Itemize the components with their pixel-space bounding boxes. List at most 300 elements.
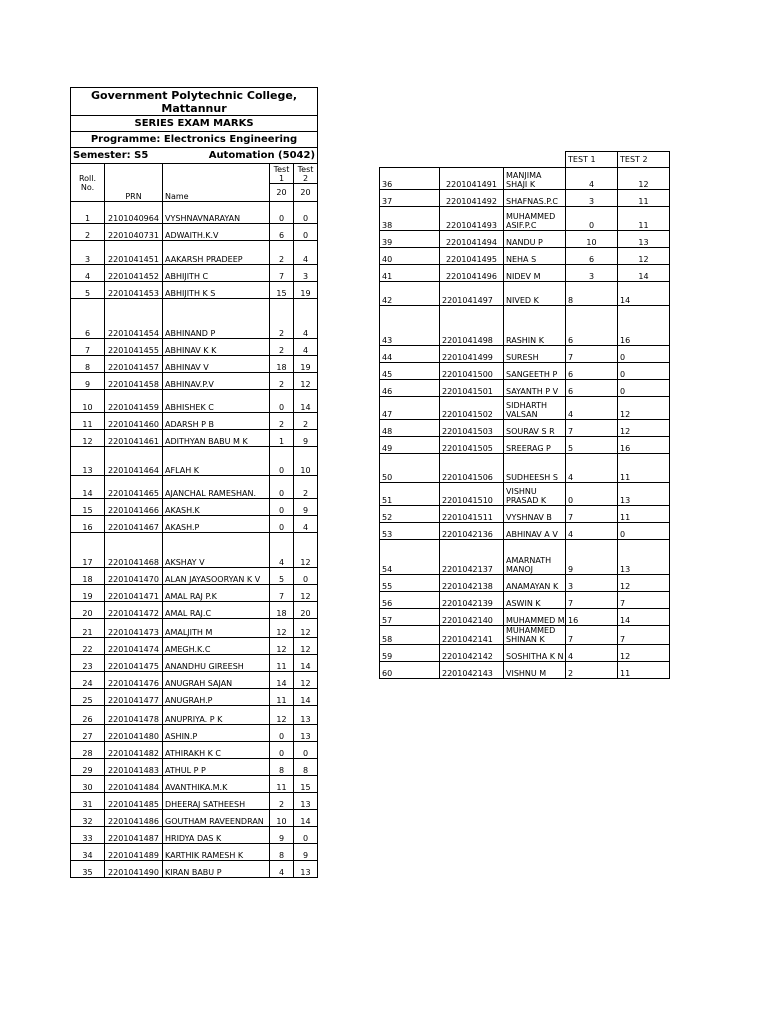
test1-cell: 0	[270, 725, 294, 742]
test2-cell: 9	[294, 844, 318, 861]
test2-cell: 9	[294, 499, 318, 516]
name-cell: ASWIN K	[504, 592, 566, 609]
prn-cell: 2201041483	[105, 759, 163, 776]
name-cell: ASHIN.P	[163, 725, 270, 742]
col-test1-a: Test	[273, 164, 290, 174]
col-test1-b: 1	[278, 173, 285, 183]
table-row	[380, 662, 670, 679]
prn-cell: 2201041474	[105, 638, 163, 655]
test2-cell: 2	[294, 476, 318, 499]
roll-cell: 59	[380, 645, 440, 662]
test1-cell: 8	[270, 759, 294, 776]
table-row	[71, 706, 318, 725]
roll-cell: 3	[71, 241, 105, 265]
table-row	[71, 356, 318, 373]
name-cell: RASHIN K	[504, 306, 566, 346]
roll-cell: 12	[71, 430, 105, 447]
prn-cell: 2201041464	[105, 447, 163, 476]
test2-cell: 13	[618, 231, 670, 248]
prn-cell: 2201041453	[105, 282, 163, 299]
table-row	[380, 454, 670, 483]
test2-cell: 16	[618, 306, 670, 346]
prn-cell: 2101040964	[105, 202, 163, 224]
test2-cell: 13	[294, 706, 318, 725]
name-cell: AMALJITH M	[163, 619, 270, 638]
max-marks-test2: 20	[294, 184, 318, 202]
name-cell: ATHUL P P	[163, 759, 270, 776]
table-row	[380, 168, 670, 190]
test1-cell: 0	[270, 516, 294, 533]
table-row	[71, 499, 318, 516]
prn-cell: 2201041459	[105, 390, 163, 413]
prn-cell: 2201041452	[105, 265, 163, 282]
table-row	[71, 265, 318, 282]
name-cell: ADWAITH.K.V	[163, 224, 270, 241]
col-prn-header: PRN	[105, 164, 163, 202]
test2-cell: 12	[294, 672, 318, 689]
roll-cell: 53	[380, 523, 440, 540]
test2-cell: 12	[618, 645, 670, 662]
semester-label: Semester: S5	[71, 148, 163, 164]
test1-cell: 12	[270, 638, 294, 655]
roll-cell: 27	[71, 725, 105, 742]
prn-cell: 2201041502	[440, 397, 504, 420]
table-row	[380, 282, 670, 306]
test2-cell: 13	[294, 725, 318, 742]
name-cell: ABHINAV K K	[163, 339, 270, 356]
table-row	[380, 207, 670, 231]
test2-cell: 12	[618, 397, 670, 420]
test2-cell: 14	[618, 282, 670, 306]
test1-cell: 2	[270, 793, 294, 810]
prn-cell: 2201041501	[440, 380, 504, 397]
name-cell: SREERAG P	[504, 437, 566, 454]
test2-cell: 0	[294, 202, 318, 224]
name-cell: NIVED K	[504, 282, 566, 306]
name-cell: GOUTHAM RAVEENDRAN	[163, 810, 270, 827]
college-name-line2: Mattannur	[161, 101, 227, 115]
roll-cell: 44	[380, 346, 440, 363]
roll-cell: 47	[380, 397, 440, 420]
table-row	[71, 585, 318, 602]
prn-cell: 2201042137	[440, 540, 504, 575]
prn-cell: 2201042136	[440, 523, 504, 540]
test1-cell: 7	[270, 265, 294, 282]
roll-cell: 13	[71, 447, 105, 476]
name-cell: VISHNU PRASAD K	[504, 483, 566, 506]
test1-cell: 2	[566, 662, 618, 679]
table-row	[71, 339, 318, 356]
test1-cell: 4	[270, 861, 294, 878]
test2-cell: 12	[294, 619, 318, 638]
roll-cell: 25	[71, 689, 105, 706]
name-cell: VYSHNAVNARAYAN	[163, 202, 270, 224]
roll-cell: 1	[71, 202, 105, 224]
table-row	[71, 299, 318, 339]
test2-cell: 11	[618, 207, 670, 231]
name-cell: ABHINAND P	[163, 299, 270, 339]
prn-cell: 2201041458	[105, 373, 163, 390]
table-row	[380, 346, 670, 363]
table-row	[71, 373, 318, 390]
college-name	[71, 88, 318, 116]
roll-cell: 6	[71, 299, 105, 339]
test2-cell: 2	[294, 413, 318, 430]
test1-cell: 5	[270, 568, 294, 585]
table-row	[71, 568, 318, 585]
prn-cell: 2201041494	[440, 231, 504, 248]
table-row	[71, 793, 318, 810]
roll-cell: 58	[380, 626, 440, 645]
roll-cell: 32	[71, 810, 105, 827]
test1-cell: 18	[270, 602, 294, 619]
name-cell: ABHISHEK C	[163, 390, 270, 413]
name-cell: NANDU P	[504, 231, 566, 248]
test1-cell: 10	[566, 231, 618, 248]
test2-cell: 3	[294, 265, 318, 282]
table-row	[380, 483, 670, 506]
roll-cell: 37	[380, 190, 440, 207]
prn-cell: 2201041477	[105, 689, 163, 706]
prn-cell: 2201041455	[105, 339, 163, 356]
roll-cell: 2	[71, 224, 105, 241]
prn-cell: 2201042140	[440, 609, 504, 626]
name-cell: AMEGH.K.C	[163, 638, 270, 655]
prn-cell: 2201041466	[105, 499, 163, 516]
test1-cell: 11	[270, 776, 294, 793]
table-row	[71, 810, 318, 827]
prn-cell: 2201041511	[440, 506, 504, 523]
roll-cell: 45	[380, 363, 440, 380]
test2-cell: 0	[294, 224, 318, 241]
table-row	[380, 397, 670, 420]
test1-cell: 1	[270, 430, 294, 447]
test1-cell: 0	[270, 742, 294, 759]
test1-cell: 7	[566, 506, 618, 523]
name-cell: AJANCHAL RAMESHAN.	[163, 476, 270, 499]
name-cell: ABHINAV A V	[504, 523, 566, 540]
test2-cell: 20	[294, 602, 318, 619]
roll-cell: 4	[71, 265, 105, 282]
table-row	[380, 306, 670, 346]
test1-cell: 0	[270, 476, 294, 499]
table-row	[71, 689, 318, 706]
name-cell: HRIDYA DAS K	[163, 827, 270, 844]
prn-cell: 2201042138	[440, 575, 504, 592]
roll-cell: 28	[71, 742, 105, 759]
roll-cell: 31	[71, 793, 105, 810]
table-row	[71, 447, 318, 476]
name-cell: SANGEETH P	[504, 363, 566, 380]
roll-cell: 60	[380, 662, 440, 679]
marks-table-right	[379, 151, 670, 679]
prn-cell: 2201041470	[105, 568, 163, 585]
test2-cell: 11	[618, 454, 670, 483]
test1-cell: 7	[566, 626, 618, 645]
test2-cell: 4	[294, 339, 318, 356]
prn-cell: 2201041451	[105, 241, 163, 265]
prn-cell: 2201041500	[440, 363, 504, 380]
prn-cell: 2201041510	[440, 483, 504, 506]
prn-cell: 2201041496	[440, 265, 504, 282]
table-row	[71, 776, 318, 793]
test1-cell: 12	[270, 619, 294, 638]
test2-cell: 0	[294, 742, 318, 759]
table-row	[380, 645, 670, 662]
table-row	[71, 413, 318, 430]
name-cell: ATHIRAKH K C	[163, 742, 270, 759]
roll-cell: 9	[71, 373, 105, 390]
table-row	[71, 672, 318, 689]
roll-cell: 21	[71, 619, 105, 638]
roll-cell: 38	[380, 207, 440, 231]
test1-cell: 2	[270, 373, 294, 390]
prn-cell: 2201041487	[105, 827, 163, 844]
prn-cell: 2201041497	[440, 282, 504, 306]
prn-cell: 2201042141	[440, 626, 504, 645]
prn-cell: 2201041492	[440, 190, 504, 207]
test1-cell: 6	[566, 363, 618, 380]
table-row	[71, 844, 318, 861]
col-test2-header	[294, 164, 318, 184]
table-row	[380, 248, 670, 265]
test1-cell: 2	[270, 339, 294, 356]
test2-cell: 7	[618, 626, 670, 645]
prn-cell: 2201041498	[440, 306, 504, 346]
table-row	[71, 742, 318, 759]
test1-cell: 4	[566, 645, 618, 662]
table-row	[71, 241, 318, 265]
test1-cell: 7	[270, 585, 294, 602]
prn-cell: 2201042142	[440, 645, 504, 662]
prn-cell: 2201041505	[440, 437, 504, 454]
table-row	[380, 265, 670, 282]
test1-cell: 3	[566, 575, 618, 592]
roll-cell: 29	[71, 759, 105, 776]
test1-cell: 11	[270, 655, 294, 672]
test2-cell: 13	[294, 861, 318, 878]
table-row	[380, 190, 670, 207]
test1-cell: 14	[270, 672, 294, 689]
name-cell: SIDHARTH VALSAN	[504, 397, 566, 420]
test1-cell: 16	[566, 609, 618, 626]
marks-table-left	[70, 87, 318, 878]
test2-cell: 12	[618, 420, 670, 437]
prn-cell: 2201041499	[440, 346, 504, 363]
test1-cell: 3	[566, 265, 618, 282]
name-cell: ABHINAV V	[163, 356, 270, 373]
roll-cell: 35	[71, 861, 105, 878]
name-cell: NEHA S	[504, 248, 566, 265]
test1-cell: 6	[566, 380, 618, 397]
prn-cell: 2201041485	[105, 793, 163, 810]
roll-cell: 24	[71, 672, 105, 689]
prn-cell: 2201041506	[440, 454, 504, 483]
exam-title: SERIES EXAM MARKS	[71, 116, 318, 132]
name-cell: VYSHNAV B	[504, 506, 566, 523]
name-cell: ADITHYAN BABU M K	[163, 430, 270, 447]
roll-cell: 39	[380, 231, 440, 248]
test2-cell: 11	[618, 190, 670, 207]
roll-cell: 40	[380, 248, 440, 265]
test1-cell: 8	[566, 282, 618, 306]
table-row	[380, 626, 670, 645]
prn-cell: 2201041454	[105, 299, 163, 339]
test1-cell: 2	[270, 413, 294, 430]
prn-cell: 2201040731	[105, 224, 163, 241]
roll-cell: 7	[71, 339, 105, 356]
test2-cell: 7	[618, 592, 670, 609]
prn-cell: 2201042139	[440, 592, 504, 609]
name-cell: AMAL RAJ P.K	[163, 585, 270, 602]
table-row	[71, 390, 318, 413]
name-cell: ANANDHU GIREESH	[163, 655, 270, 672]
table-row	[71, 224, 318, 241]
programme-title: Programme: Electronics Engineering	[71, 132, 318, 148]
name-cell: DHEERAJ SATHEESH	[163, 793, 270, 810]
test1-cell: 0	[566, 207, 618, 231]
table-row	[71, 516, 318, 533]
name-cell: MUHAMMED SHINAN K	[504, 626, 566, 645]
col-test1-header-right: TEST 1	[566, 152, 618, 168]
name-cell: AAKARSH PRADEEP	[163, 241, 270, 265]
prn-cell: 2201041457	[105, 356, 163, 373]
name-cell: MUHAMMED M	[504, 609, 566, 626]
name-cell: AFLAH K	[163, 447, 270, 476]
prn-cell: 2201041472	[105, 602, 163, 619]
prn-cell: 2201041478	[105, 706, 163, 725]
test1-cell: 10	[270, 810, 294, 827]
prn-cell: 2201042143	[440, 662, 504, 679]
roll-cell: 14	[71, 476, 105, 499]
roll-cell: 57	[380, 609, 440, 626]
roll-cell: 10	[71, 390, 105, 413]
name-cell: SOURAV S R	[504, 420, 566, 437]
name-cell: ABHIJITH K S	[163, 282, 270, 299]
name-cell: AKASH.P	[163, 516, 270, 533]
roll-cell: 30	[71, 776, 105, 793]
test2-cell: 11	[618, 506, 670, 523]
table-row	[380, 231, 670, 248]
test1-cell: 0	[270, 447, 294, 476]
test2-cell: 14	[618, 265, 670, 282]
name-cell: SURESH	[504, 346, 566, 363]
roll-cell: 50	[380, 454, 440, 483]
roll-cell: 8	[71, 356, 105, 373]
test1-cell: 12	[270, 706, 294, 725]
test2-cell: 12	[618, 168, 670, 190]
prn-cell: 2201041471	[105, 585, 163, 602]
test1-cell: 9	[566, 540, 618, 575]
roll-cell: 34	[71, 844, 105, 861]
name-cell: ANUGRAH.P	[163, 689, 270, 706]
table-row	[71, 430, 318, 447]
table-row	[71, 476, 318, 499]
col-test2-b: 2	[302, 173, 309, 183]
prn-cell: 2201041476	[105, 672, 163, 689]
test1-cell: 4	[566, 454, 618, 483]
test1-cell: 0	[270, 202, 294, 224]
test1-cell: 5	[566, 437, 618, 454]
prn-cell: 2201041467	[105, 516, 163, 533]
roll-cell: 43	[380, 306, 440, 346]
prn-cell: 2201041468	[105, 533, 163, 568]
prn-cell: 2201041493	[440, 207, 504, 231]
roll-cell: 36	[380, 168, 440, 190]
test1-cell: 6	[566, 306, 618, 346]
max-marks-test1: 20	[270, 184, 294, 202]
test2-cell: 0	[618, 523, 670, 540]
table-row	[71, 759, 318, 776]
test2-cell: 4	[294, 299, 318, 339]
test1-cell: 11	[270, 689, 294, 706]
name-cell: ABHIJITH C	[163, 265, 270, 282]
test1-cell: 6	[566, 248, 618, 265]
test1-cell: 0	[270, 390, 294, 413]
roll-cell: 56	[380, 592, 440, 609]
test1-cell: 18	[270, 356, 294, 373]
prn-cell: 2201041482	[105, 742, 163, 759]
roll-cell: 16	[71, 516, 105, 533]
name-cell: MUHAMMED ASIF.P.C	[504, 207, 566, 231]
name-cell: ALAN JAYASOORYAN K V	[163, 568, 270, 585]
test2-cell: 14	[294, 655, 318, 672]
roll-cell: 55	[380, 575, 440, 592]
test2-cell: 0	[294, 568, 318, 585]
roll-cell: 46	[380, 380, 440, 397]
roll-cell: 54	[380, 540, 440, 575]
name-cell: AVANTHIKA.M.K	[163, 776, 270, 793]
test1-cell: 2	[270, 299, 294, 339]
roll-cell: 19	[71, 585, 105, 602]
test1-cell: 4	[566, 523, 618, 540]
name-cell: KIRAN BABU P	[163, 861, 270, 878]
test1-cell: 6	[270, 224, 294, 241]
roll-cell: 49	[380, 437, 440, 454]
table-row	[71, 619, 318, 638]
table-row	[71, 827, 318, 844]
name-cell: AMAL RAJ.C	[163, 602, 270, 619]
roll-cell: 48	[380, 420, 440, 437]
test1-cell: 8	[270, 844, 294, 861]
name-cell: SUDHEESH S	[504, 454, 566, 483]
name-cell: ANUGRAH SAJAN	[163, 672, 270, 689]
table-row	[380, 609, 670, 626]
name-cell: ANAMAYAN K	[504, 575, 566, 592]
name-cell: ANUPRIYA. P K	[163, 706, 270, 725]
test1-cell: 7	[566, 592, 618, 609]
table-row	[71, 533, 318, 568]
test1-cell: 4	[270, 533, 294, 568]
test2-cell: 19	[294, 282, 318, 299]
test2-cell: 8	[294, 759, 318, 776]
table-row	[71, 202, 318, 224]
prn-cell: 2201041491	[440, 168, 504, 190]
roll-cell: 26	[71, 706, 105, 725]
table-row	[380, 575, 670, 592]
test1-cell: 7	[566, 420, 618, 437]
prn-cell: 2201041475	[105, 655, 163, 672]
name-cell: SOSHITHA K N	[504, 645, 566, 662]
prn-cell: 2201041473	[105, 619, 163, 638]
roll-cell: 11	[71, 413, 105, 430]
test1-cell: 7	[566, 346, 618, 363]
roll-cell: 15	[71, 499, 105, 516]
prn-cell: 2201041461	[105, 430, 163, 447]
col-roll-header	[71, 164, 105, 202]
table-row	[380, 437, 670, 454]
table-row	[71, 861, 318, 878]
